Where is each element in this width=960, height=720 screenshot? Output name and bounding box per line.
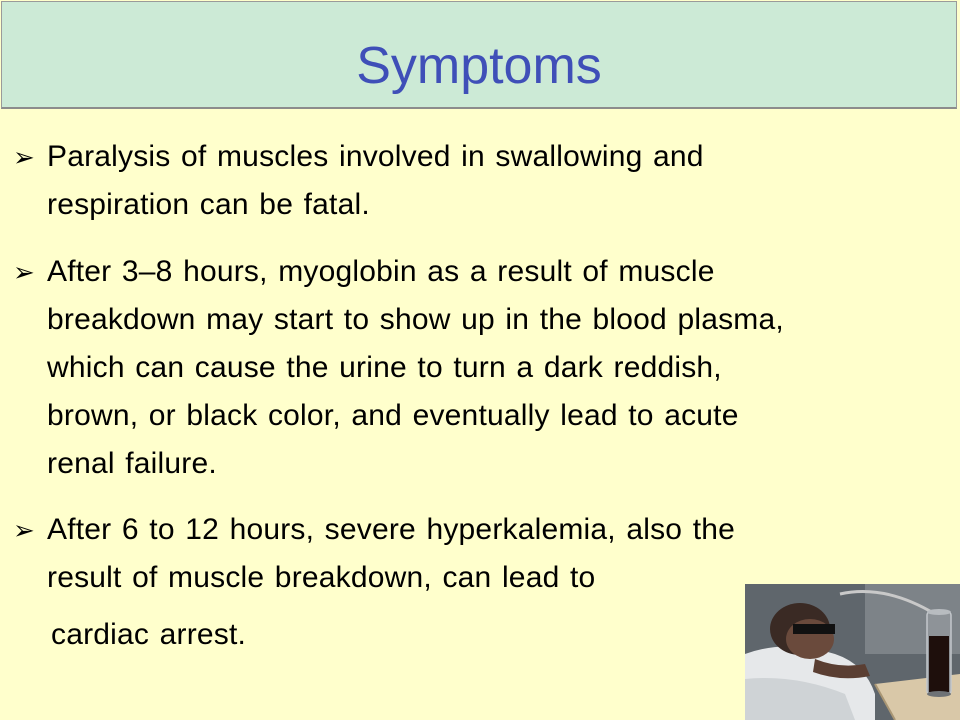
bullet-text-line: breakdown may start to show up in the blood plasma,: [47, 303, 784, 336]
bullet-text-line: renal failure.: [47, 447, 217, 480]
bullet-text-line: result of muscle breakdown, can lead to: [47, 561, 596, 594]
patient-with-urine-glass-photo-icon: [745, 584, 960, 720]
bullet-text-line: which can cause the urine to turn a dark reddish,: [47, 351, 722, 384]
arrow-bullet-icon: ➢: [13, 515, 35, 545]
bullet-text-line: After 3–8 hours, myoglobin as a result of muscle: [47, 255, 715, 288]
slide-title: Symptoms: [356, 37, 602, 95]
bullet-text-line: brown, or black color, and eventually lead to acute: [47, 399, 739, 432]
title-bar: [1, 1, 957, 109]
patient-photo: [745, 584, 960, 720]
bullet-text-line: respiration can be fatal.: [47, 188, 370, 221]
arrow-bullet-icon: ➢: [13, 257, 35, 287]
bullet-text-line: cardiac arrest.: [51, 618, 247, 651]
bullet-text-line: After 6 to 12 hours, severe hyperkalemia, also the: [47, 513, 736, 546]
arrow-bullet-icon: ➢: [13, 142, 35, 172]
bullet-text-line: Paralysis of muscles involved in swallowing and: [47, 140, 704, 173]
